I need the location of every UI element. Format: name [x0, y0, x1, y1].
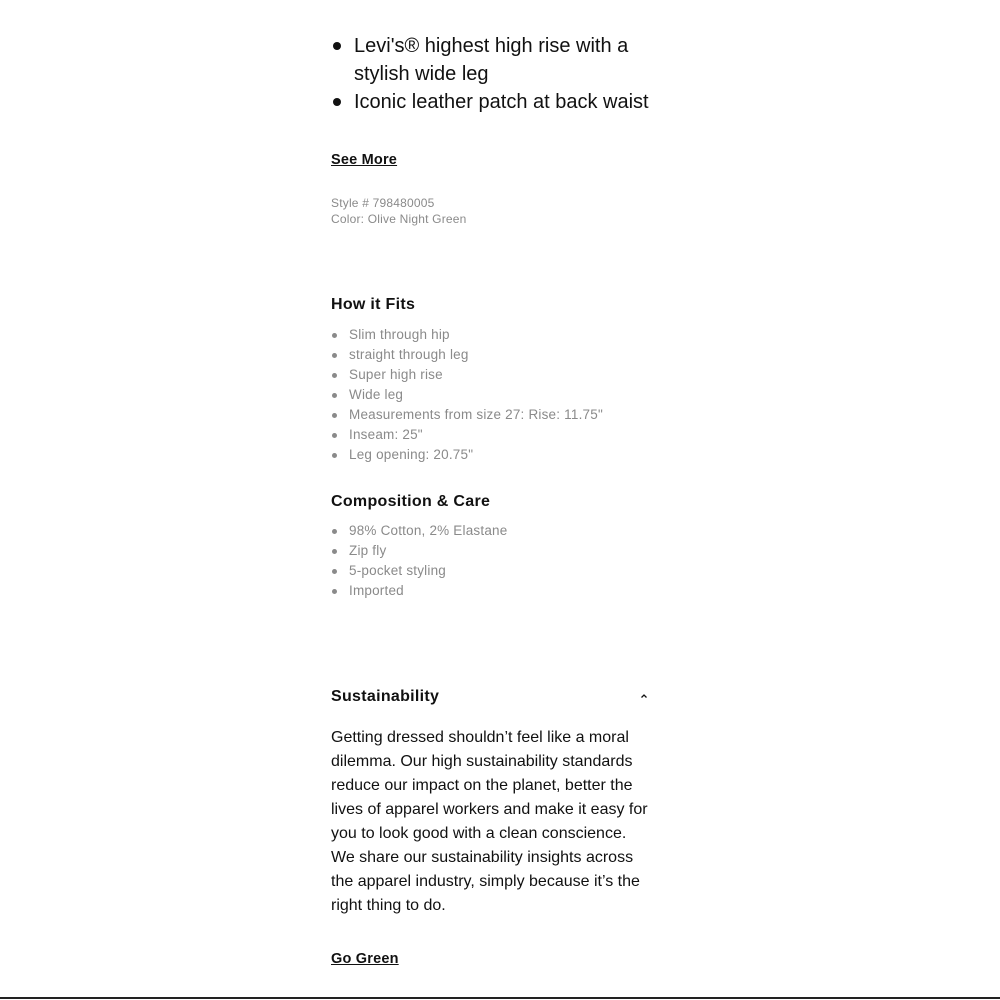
fit-item: Super high rise — [331, 365, 651, 385]
composition-item: Zip fly — [331, 541, 651, 561]
highlight-item: Iconic leather patch at back waist — [331, 88, 651, 116]
fit-item: Leg opening: 20.75" — [331, 445, 651, 465]
composition-care-heading: Composition & Care — [331, 493, 491, 510]
style-number: Style # 798480005 — [331, 196, 435, 210]
go-green-link[interactable]: Go Green — [331, 951, 399, 967]
composition-item: 98% Cotton, 2% Elastane — [331, 521, 651, 541]
fit-item: Measurements from size 27: Rise: 11.75" — [331, 405, 651, 425]
fit-item: straight through leg — [331, 345, 651, 365]
composition-item: Imported — [331, 581, 651, 601]
fit-item: Wide leg — [331, 385, 651, 405]
color-name: Color: Olive Night Green — [331, 212, 467, 226]
highlight-item: Levi's® highest high rise with a stylish wide leg — [331, 32, 651, 88]
how-it-fits-heading: How it Fits — [331, 296, 416, 313]
see-more-link[interactable]: See More — [331, 152, 398, 168]
how-it-fits-list — [331, 325, 651, 465]
chevron-up-icon[interactable] — [638, 690, 650, 702]
bottom-divider — [0, 997, 1000, 999]
highlights-list — [331, 32, 651, 116]
fit-item: Slim through hip — [331, 325, 651, 345]
sustainability-description: Getting dressed shouldn’t feel like a moral dilemma. Our high sustainability standards reduce our impact on the planet, better the lives of apparel workers and make it easy for you to look good with a clean conscience. We share our sustainability insights across the apparel industry, simply because it’s the right thing to do. — [331, 729, 648, 914]
sustainability-heading[interactable]: Sustainability — [331, 688, 440, 705]
fit-item: Inseam: 25" — [331, 425, 651, 445]
composition-item: 5-pocket styling — [331, 561, 651, 581]
composition-care-list — [331, 521, 651, 601]
